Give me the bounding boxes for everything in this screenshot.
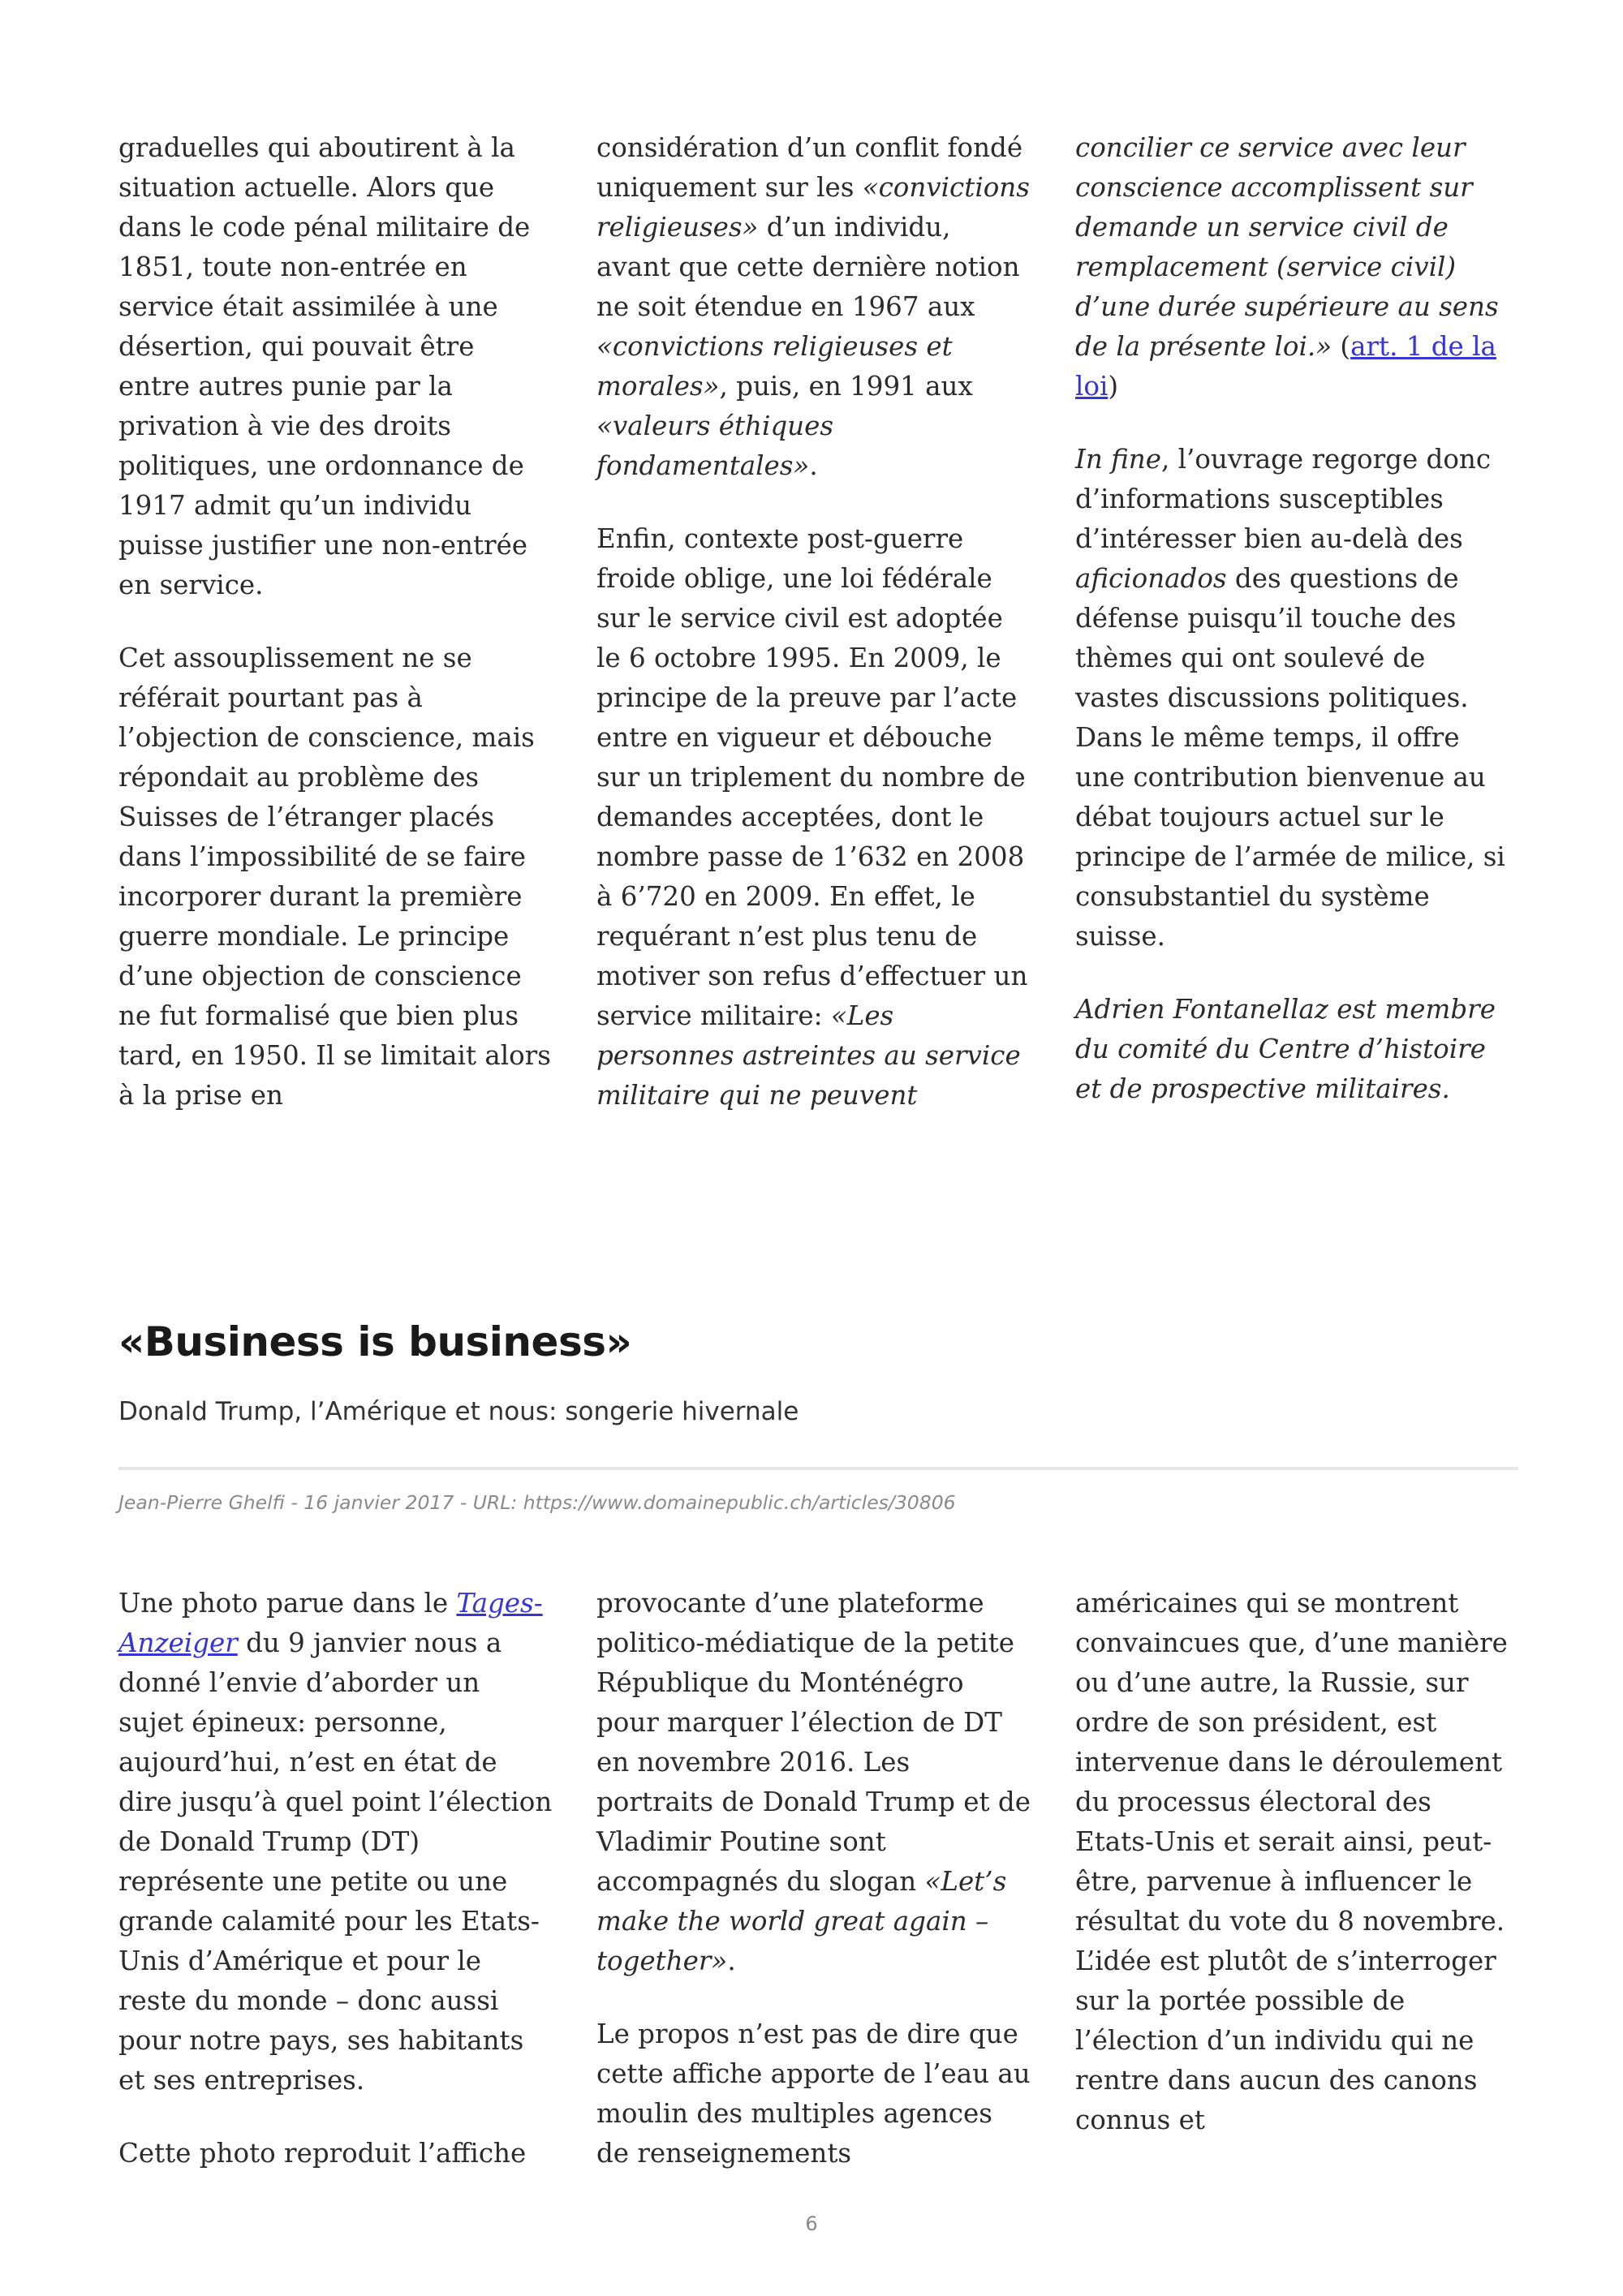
article-column-3 [1075,1584,1509,2140]
italic-text: In fine [1075,444,1161,475]
text-run: Enfin, contexte post-guerre froide oblige, une loi fédérale sur le service civil est adoptée le 6 octobre 1995. En 2009, le principe de la preuve par l’acte entre en vigueur et débouche sur un triplement du nombre de demandes acceptées, dont le nombre passe de 1’632 en 2008 à 6’720 en 2009. En effet, le requérant n’est plus tenu de motiver son refus d’effectuer un service militaire: [596,523,1028,1031]
text-run: considération d’un conflit fondé uniquement sur les [596,132,1023,203]
link-text: Tages-Anzeiger [118,1588,543,1658]
article-column-2 [596,1584,1031,2173]
law-article-link[interactable]: art. 1 de la loi [1075,331,1496,402]
paragraph [118,1584,553,2100]
paragraph [1075,128,1509,406]
text-run: Une photo parue dans le [118,1588,457,1619]
text-run: d’un individu, avant que cette dernière notion ne soit étendue en 1967 aux [596,212,1020,322]
article-meta: Jean-Pierre Ghelfi - 16 janvier 2017 - URL: https://www.domainepublic.ch/articles/30806 [118,1491,956,1514]
quote-text: «valeurs éthiques fondamentales» [596,411,833,481]
paragraph [1075,440,1509,957]
quote-text: «convictions religieuses et morales» [596,331,953,402]
paragraph [596,1584,1031,1981]
article-title: «Business is business» [118,1318,632,1365]
author-note-text: Adrien Fontanellaz est membre du comité du Centre d’histoire et de prospective militaires. [1075,994,1496,1104]
quote-text: «Let’s make the world great again – together» [596,1866,1007,1976]
text-run: , l’ouvrage regorge donc d’informations susceptibles d’intéresser bien au-delà des [1075,444,1492,554]
text-run: . [809,450,818,481]
text-run: ) [1108,371,1119,402]
quote-text: «convictions religieuses» [596,172,1030,243]
paragraph: Cette photo reproduit l’affiche [118,2138,527,2169]
text-run: , puis, en 1991 aux [719,371,973,402]
page-number: 6 [805,2212,818,2235]
article-subtitle: Donald Trump, l’Amérique et nous: songerie hivernale [118,1397,799,1426]
quote-text: concilier ce service avec leur conscience accomplissent sur demande un service civil de remplacement (service civil) d’une durée supérieure au sens de la présente loi.» [1075,132,1499,362]
paragraph: Cet assouplissement ne se référait pourtant pas à l’objection de conscience, mais répondait au problème des Suisses de l’étranger placés dans l’impossibilité de se faire incorporer durant la première guerre mondiale. Le principe d’une objection de conscience ne fut formalisé que bien plus tard, en 1950. Il se limitait alors à la prise en [118,643,551,1111]
italic-text: aficionados [1075,563,1227,594]
continued-column-3 [1075,128,1509,1109]
text-run: provocante d’une plateforme politico-médiatique de la petite République du Monténégro pour marquer l’élection de DT en novembre 2016. Les portraits de Donald Trump et de Vladimir Poutine sont accompagnés du slogan [596,1588,1031,1897]
paragraph: américaines qui se montrent convaincues que, d’une manière ou d’une autre, la Russie, sur ordre de son président, est intervenue dans le déroulement du processus électoral des Etats-Unis et serait ainsi, peut-être, parvenue à influencer le résultat du vote du 8 novembre. L’idée est plutôt de s’interroger sur la portée possible de l’élection d’un individu qui ne rentre dans aucun des canons connus et [1075,1588,1508,2135]
continued-column-1 [118,128,553,1116]
paragraph: Le propos n’est pas de dire que cette affiche apporte de l’eau au moulin des multiples agences de renseignements [596,2019,1031,2169]
text-run: du 9 janvier nous a donné l’envie d’aborder un sujet épineux: personne, aujourd’hui, n’est en état de dire jusqu’à quel point l’élection de Donald Trump (DT) représente une petite ou une grande calamité pour les Etats-Unis d’Amérique et pour le reste du monde – donc aussi pour notre pays, ses habitants et ses entreprises. [118,1627,553,2096]
paragraph [596,519,1031,1116]
text-run: des questions de défense puisqu’il touche des thèmes qui ont soulevé de vastes discussions politiques. Dans le même temps, il offre une contribution bienvenue au débat toujours actuel sur le principe de l’armée de milice, si consubstantiel du système suisse. [1075,563,1505,952]
continued-column-2 [596,128,1031,1116]
paragraph [596,128,1031,486]
quote-text: «Les personnes astreintes au service militaire qui ne peuvent [596,1000,1021,1111]
paragraph: graduelles qui aboutirent à la situation actuelle. Alors que dans le code pénal militaire de 1851, toute non-entrée en service était assimilée à une désertion, qui pouvait être entre autres punie par la privation à vie des droits politiques, une ordonnance de 1917 admit qu’un individu puisse justifier une non-entrée en service. [118,132,531,600]
text-run: . [727,1946,736,1976]
header-divider [118,1467,1518,1470]
author-note [1075,990,1509,1109]
article-column-1 [118,1584,553,2173]
text-run: ( [1332,331,1351,362]
